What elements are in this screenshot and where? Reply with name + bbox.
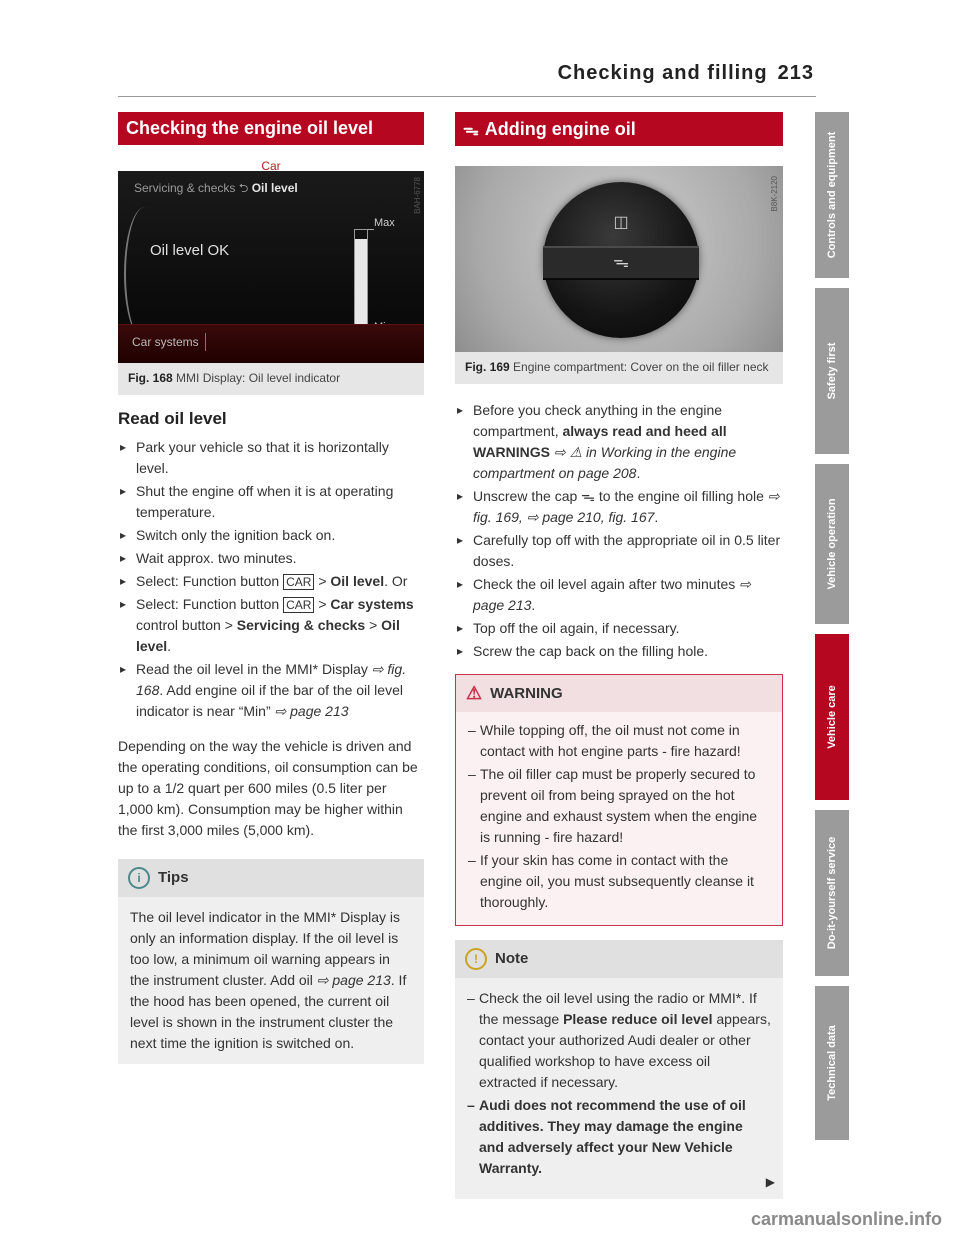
step-text: . Add engine oil if the bar of the oil level indicator is near “Min”	[136, 681, 403, 719]
step-text: >	[318, 595, 327, 612]
oil-cap-figure	[455, 166, 783, 352]
step-text: Select: Function button	[136, 595, 280, 612]
right-column	[455, 112, 783, 1199]
page-number: 213	[777, 62, 814, 84]
figure-caption-169	[455, 352, 783, 384]
step-bold: Oil level	[136, 616, 400, 654]
cross-reference-link[interactable]: ⇨ page 213	[316, 971, 391, 988]
mmi-display-figure	[118, 159, 424, 363]
warning-title: WARNING	[490, 684, 563, 702]
side-tab-vehicle-operation[interactable]	[815, 464, 849, 624]
exclamation-icon: !	[465, 948, 487, 970]
step-text: .	[531, 596, 536, 613]
section-title-adding-oil	[455, 112, 783, 146]
warning-body	[456, 712, 782, 925]
return-arrow-icon: ⮌	[238, 181, 249, 195]
side-tab-label: Controls and equipment	[826, 131, 838, 259]
step-bold: Servicing & checks	[236, 616, 366, 633]
list-item	[118, 659, 424, 722]
step-text: control button >	[136, 616, 233, 633]
side-tab-safety-first[interactable]	[815, 288, 849, 454]
list-item: – The oil filler cap must be properly secured to prevent oil from being sprayed on the hot engine and exhaust system when the engine is running - fire hazard!	[468, 764, 770, 848]
tips-body	[118, 897, 424, 1064]
note-bold: Please reduce oil level	[563, 1010, 713, 1027]
read-oil-steps	[118, 437, 424, 722]
side-tab-controls-and-equipment[interactable]	[815, 112, 849, 278]
mmi-breadcrumb-current: Oil level	[251, 181, 298, 195]
list-item: ▸ Shut the engine off when it is at operating temperature.	[118, 481, 424, 523]
mmi-menu-label: Car	[261, 159, 281, 173]
note-header	[455, 940, 783, 978]
list-item	[118, 571, 424, 592]
list-item: ▸ Carefully top off with the appropriate oil in 0.5 liter doses.	[455, 530, 783, 572]
note-body	[455, 978, 783, 1199]
list-item: – If your skin has come in contact with the engine oil, you must subsequently cleanse it thoroughly.	[468, 850, 770, 913]
read-oil-level-heading: Read oil level	[118, 408, 227, 428]
figure-caption-168	[118, 363, 424, 395]
oil-can-icon: ᯓ	[581, 487, 595, 504]
step-bold: always read and heed all WARNINGS	[473, 422, 727, 460]
side-tab-label: Vehicle care	[826, 685, 838, 749]
oil-can-icon: ᯓ	[463, 122, 479, 139]
book-symbol-icon: ◫	[613, 214, 629, 231]
note-text: Check the oil level using the radio or MMI*. If the message	[479, 989, 757, 1027]
side-tab-do-it-yourself-service[interactable]	[815, 810, 849, 976]
cross-reference-link[interactable]: ⇨ page 213	[274, 702, 349, 719]
list-item	[467, 988, 771, 1093]
figure-caption-text: Engine compartment: Cover on the oil filler neck	[513, 360, 769, 374]
cross-reference-link[interactable]: ⇨ page 213	[473, 575, 751, 613]
gauge-max-label: Max	[374, 217, 395, 229]
step-text: Read the oil level in the MMI* Display	[136, 660, 368, 677]
car-key-label: CAR	[283, 574, 314, 590]
side-tab-vehicle-care[interactable]	[815, 634, 849, 800]
watermark: carmanualsonline.info	[750, 1209, 942, 1229]
step-bold: Oil level	[330, 572, 385, 589]
note-text: appears, contact your authorized Audi dealer or other qualified workshop to have excess oil extracted if necessary.	[479, 1010, 771, 1090]
list-item	[118, 594, 424, 657]
cross-reference-link[interactable]: ⇨ fig. 169, ⇨ page 210, fig. 167	[473, 487, 780, 525]
figure-caption-label: Fig. 169	[465, 360, 510, 374]
step-text: Check the oil level again after two minutes	[473, 575, 736, 592]
note-box	[455, 940, 783, 1199]
list-item: ▸ Screw the cap back on the filling hole.	[455, 641, 783, 662]
step-text: Select: Function button	[136, 572, 280, 589]
list-item: ▸ Wait approx. two minutes.	[118, 548, 424, 569]
side-tab-label: Do-it-yourself service	[826, 836, 838, 950]
mmi-breadcrumb-prefix: Servicing & checks	[134, 181, 236, 195]
step-text: >	[369, 616, 378, 633]
page-header	[558, 62, 814, 85]
cross-reference-link[interactable]: ⇨ fig. 168	[136, 660, 407, 698]
mmi-breadcrumb	[134, 179, 298, 200]
step-text: . Or	[384, 572, 408, 589]
list-item: ▸ Top off the oil again, if necessary.	[455, 618, 783, 639]
consumption-paragraph: Depending on the way the vehicle is driven and the operating conditions, oil consumption can be up to a 1/2 quart per 600 miles (0.5 liter per 1,000 km). Consumption may be higher within the first 3,000 miles (5,000 km).	[118, 737, 418, 838]
side-tab-label: Technical data	[826, 1025, 838, 1101]
step-text: .	[167, 637, 172, 654]
adding-oil-steps	[455, 400, 783, 662]
list-item: – While topping off, the oil must not come in contact with hot engine parts - fire hazard!	[468, 720, 770, 762]
warning-header	[456, 675, 782, 712]
mmi-tab-car-systems: Car systems	[126, 333, 206, 351]
tips-text: . If the hood has been opened, the current oil level is shown in the instrument cluster the next time the ignition is switched on.	[130, 971, 407, 1051]
step-text: Before you check anything in the engine compartment,	[473, 401, 723, 439]
tips-header	[118, 859, 424, 897]
left-column	[118, 112, 424, 1064]
figure-caption-label: Fig. 168	[128, 371, 173, 385]
tips-box	[118, 859, 424, 1064]
step-text: .	[636, 464, 641, 481]
car-key-label: CAR	[283, 597, 314, 613]
side-tab-technical-data[interactable]	[815, 986, 849, 1140]
figure-code: B8K-2120	[770, 176, 779, 212]
side-tab-label: Vehicle operation	[826, 498, 838, 590]
list-item	[455, 400, 783, 484]
list-item	[455, 486, 783, 528]
oil-can-icon: ᯓ	[613, 254, 629, 271]
step-text: .	[654, 508, 659, 525]
figure-caption-text: MMI Display: Oil level indicator	[176, 371, 341, 385]
warning-triangle-icon: ⚠	[466, 682, 483, 703]
continue-arrow-icon: ▶	[765, 1174, 775, 1189]
step-bold: Car systems	[330, 595, 414, 612]
header-rule	[118, 96, 816, 97]
list-item: ▸ Switch only the ignition back on.	[118, 525, 424, 546]
mmi-bottom-bar	[118, 324, 424, 363]
oil-filler-cap-image	[543, 182, 699, 338]
list-item	[455, 574, 783, 616]
step-text: >	[318, 572, 327, 589]
tips-text: The oil level indicator in the MMI* Display is only an information display. If the oil level is too low, a minimum oil warning appears in the instrument cluster. Add oil	[130, 908, 400, 988]
info-icon: i	[128, 867, 150, 889]
step-text: Unscrew the cap	[473, 487, 578, 504]
section-title-text: Adding engine oil	[484, 119, 636, 139]
warning-box	[455, 674, 783, 926]
step-text: to the engine oil filling hole	[598, 487, 764, 504]
cross-reference-link[interactable]: ⇨ ⚠ in Working in the engine compartment on page 208	[473, 443, 737, 481]
mmi-oil-status: Oil level OK	[150, 242, 230, 259]
list-item: – Audi does not recommend the use of oil additives. They may damage the engine and adversely affect your New Vehicle Warranty.	[467, 1095, 771, 1179]
header-title: Checking and filling	[557, 62, 768, 84]
note-title: Note	[495, 950, 529, 968]
tips-title: Tips	[158, 869, 189, 887]
figure-code: BAH-6778	[413, 177, 422, 214]
mmi-arc-decoration	[124, 207, 166, 341]
section-title-checking-oil: Checking the engine oil level	[118, 112, 424, 145]
list-item: ▸ Park your vehicle so that it is horizontally level.	[118, 437, 424, 479]
side-tab-label: Safety first	[826, 342, 838, 400]
